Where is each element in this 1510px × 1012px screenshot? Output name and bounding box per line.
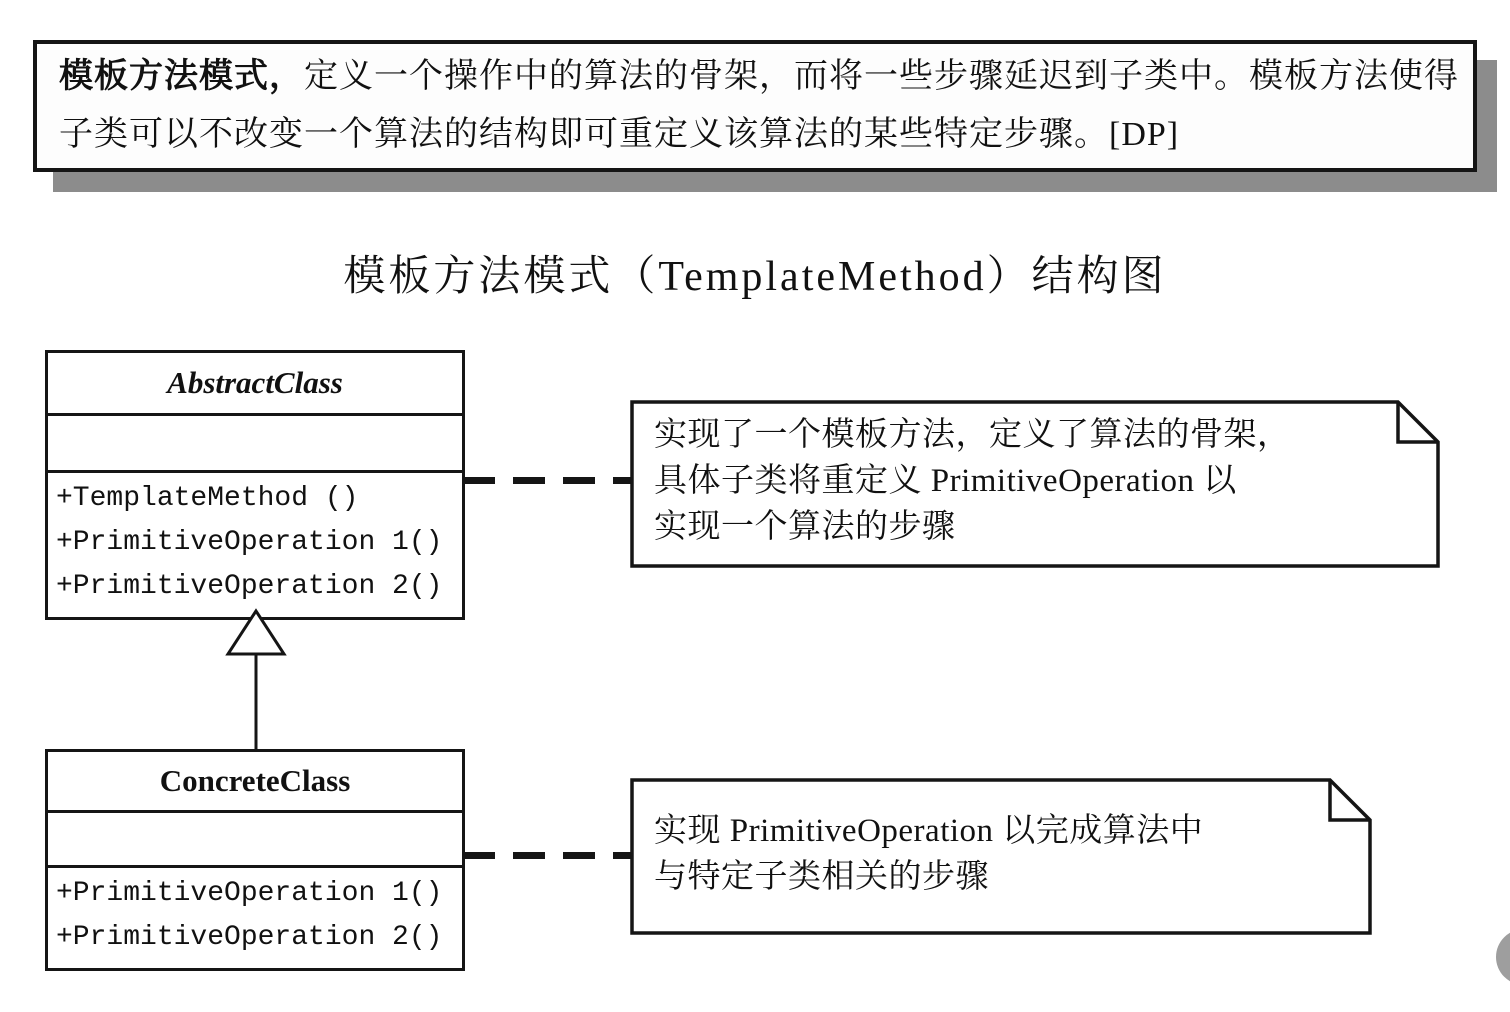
note-abstract-line-2: 具体子类将重定义 PrimitiveOperation 以 — [654, 463, 1237, 499]
note-connector-abstract — [463, 477, 633, 484]
edge-circle-decoration — [1496, 929, 1510, 985]
abstractclass-methods — [48, 473, 462, 617]
note-abstractclass — [630, 400, 1440, 568]
note-concreteclass — [630, 778, 1372, 935]
definition-line-2: 子类可以不改变一个算法的结构即可重定义该算法的某些特定步骤。[DP] — [59, 116, 1180, 153]
note-concrete-text — [654, 808, 1203, 900]
class-box-concreteclass — [45, 749, 465, 971]
method-primitiveoperation2: +PrimitiveOperation 2() — [56, 571, 443, 602]
note-connector-concrete — [463, 852, 633, 859]
abstractclass-name: AbstractClass — [48, 353, 462, 416]
note-abstract-line-1: 实现了一个模板方法，定义了算法的骨架， — [654, 417, 1291, 453]
note-concrete-line-1: 实现 PrimitiveOperation 以完成算法中 — [654, 813, 1204, 849]
note-concrete-line-2: 与特定子类相关的步骤 — [654, 859, 989, 895]
method-primitiveoperation1: +PrimitiveOperation 1() — [56, 527, 443, 558]
note-abstract-text — [654, 412, 1291, 550]
concreteclass-methods — [48, 868, 462, 968]
method-templatemethod: +TemplateMethod () — [56, 483, 359, 514]
definition-line-1 — [59, 48, 1459, 106]
concreteclass-attributes — [48, 813, 462, 868]
abstractclass-attributes — [48, 416, 462, 473]
method-primitiveoperation1: +PrimitiveOperation 1() — [56, 878, 443, 909]
inheritance-arrow-icon — [221, 608, 291, 753]
definition-line-1-rest: 定义一个操作中的算法的骨架，而将一些步骤延迟到子类中。模板方法使得 — [304, 58, 1459, 95]
definition-box — [33, 40, 1477, 172]
note-abstract-line-3: 实现一个算法的步骤 — [654, 509, 956, 545]
concreteclass-name: ConcreteClass — [48, 752, 462, 813]
class-box-abstractclass — [45, 350, 465, 620]
method-primitiveoperation2: +PrimitiveOperation 2() — [56, 922, 443, 953]
definition-term: 模板方法模式， — [59, 58, 304, 95]
diagram-title: 模板方法模式（TemplateMethod）结构图 — [343, 254, 1167, 300]
